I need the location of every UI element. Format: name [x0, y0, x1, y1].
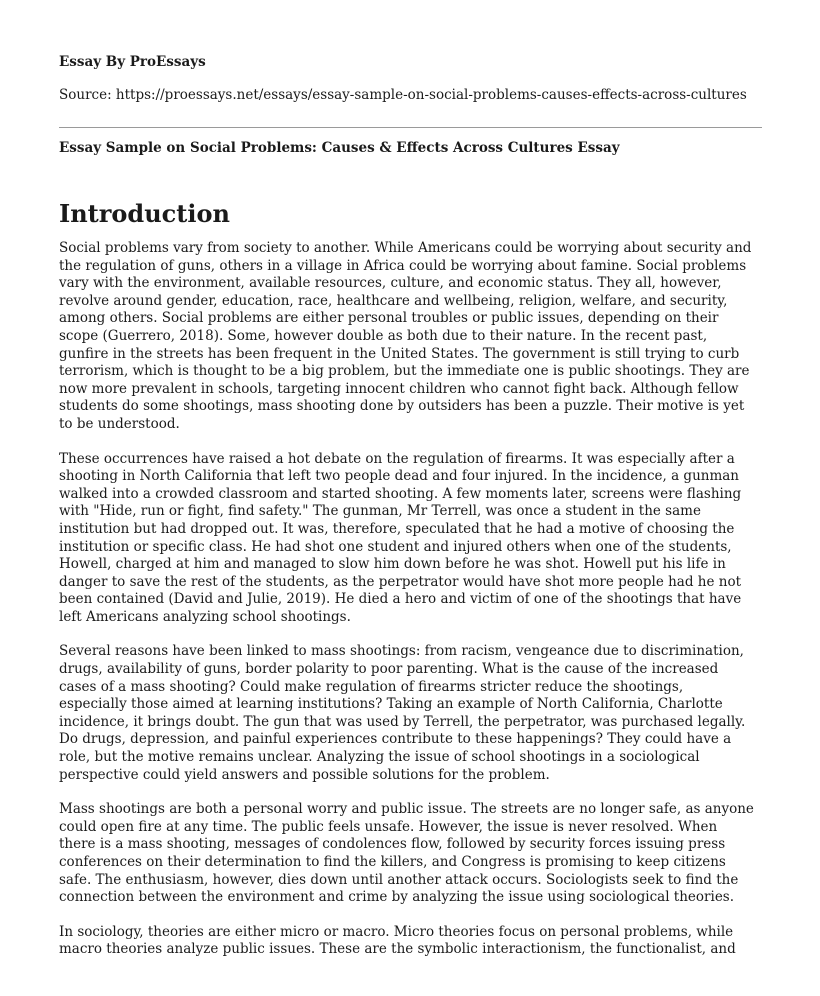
paragraph-line: Howell, charged at him and managed to slow him down before he was shot. Howell put his life in [59, 556, 726, 573]
paragraph-line: Do drugs, depression, and painful experiences contribute to these happenings? They could have a [59, 731, 732, 748]
paragraph-line: Social problems vary from society to another. While Americans could be worrying about security and [59, 240, 752, 256]
paragraph-line: vary with the environment, available resources, culture, and economic status. They all, however, [59, 275, 722, 292]
paragraph-line: macro theories analyze public issues. These are the symbolic interactionism, the functionalist, and [59, 941, 736, 958]
paragraph-line: These occurrences have raised a hot debate on the regulation of firearms. It was especially after a [59, 450, 735, 467]
paragraph-line: among others. Social problems are either personal troubles or public issues, depending on their [59, 310, 719, 327]
paragraph [59, 643, 764, 784]
paragraph-line: drugs, availability of guns, border polarity to poor parenting. What is the cause of the increased [59, 661, 719, 678]
paragraph-line: conferences on their determination to find the killers, and Congress is promising to keep citizens [59, 854, 726, 870]
paragraph [59, 924, 764, 959]
paragraph-line: been contained (David and Julie, 2019). He died a hero and victim of one of the shootings that have [59, 591, 742, 608]
paragraph-line: perspective could yield answers and possible solutions for the problem. [59, 766, 550, 783]
paragraph-line: safe. The enthusiasm, however, dies down until another attack occurs. Sociologists seek to find the [59, 871, 739, 888]
paragraph-line: Several reasons have been linked to mass shootings: from racism, vengeance due to discrimination, [59, 643, 744, 660]
paragraph-line: the regulation of guns, others in a village in Africa could be worrying about famine. Social problems [59, 257, 747, 274]
essay-byline: Essay By ProEssays [59, 54, 206, 70]
paragraph-line: with "Hide, run or fight, find safety." The gunman, Mr Terrell, was once a student in the same [59, 503, 701, 520]
paragraph-line: gunfire in the streets has been frequent in the United States. The government is still trying to curb [59, 345, 740, 362]
paragraph-line: connection between the environment and crime by analyzing the issue using sociological theories. [59, 889, 735, 906]
paragraph-line: incidence, it brings doubt. The gun that was used by Terrell, the perpetrator, was purchased legally. [59, 713, 746, 730]
header-divider [59, 127, 762, 128]
paragraph [59, 801, 764, 907]
paragraph-line: shooting in North California that left two people dead and four injured. In the incidence, a gunman [59, 468, 739, 485]
paragraph-line: could open fire at any time. The public feels unsafe. However, the issue is never resolved. When [59, 818, 718, 835]
paragraph-line: scope (Guerrero, 2018). Some, however double as both due to their nature. In the recent past, [59, 327, 708, 344]
paragraph-line: role, but the motive remains unclear. Analyzing the issue of school shootings in a sociological [59, 749, 700, 766]
paragraph-line: students do some shootings, mass shooting done by outsiders has been a puzzle. Their motive is yet [59, 398, 745, 415]
paragraph-line: to be understood. [59, 415, 180, 432]
paragraph-line: In sociology, theories are either micro or macro. Micro theories focus on personal problems, while [59, 923, 734, 940]
paragraph-line: walked into a crowded classroom and started shooting. A few moments later, screens were flashing [59, 485, 742, 502]
essay-body [59, 240, 764, 976]
paragraph [59, 240, 764, 434]
paragraph-line: now more prevalent in schools, targeting innocent children who cannot fight back. Although fellow [59, 380, 739, 397]
paragraph [59, 451, 764, 627]
paragraph-line: terrorism, which is thought to be a big problem, but the immediate one is public shootings. They are [59, 363, 750, 380]
paragraph-line: institution or specific class. He had shot one student and injured others when one of the students, [59, 538, 732, 555]
essay-source: Source: https://proessays.net/essays/essay-sample-on-social-problems-causes-effects-across-cultures [59, 87, 747, 103]
section-heading: Introduction [59, 199, 230, 228]
paragraph-line: especially those aimed at learning institutions? Taking an example of North California, Charlotte [59, 696, 723, 713]
essay-title: Essay Sample on Social Problems: Causes & Effects Across Cultures Essay [59, 140, 620, 156]
paragraph-line: left Americans analyzing school shootings. [59, 608, 351, 625]
paragraph-line: cases of a mass shooting? Could make regulation of firearms stricter reduce the shootings, [59, 678, 684, 695]
paragraph-line: there is a mass shooting, messages of condolences flow, followed by security forces issuing press [59, 836, 726, 853]
paragraph-line: danger to save the rest of the students, as the perpetrator would have shot more people had he not [59, 573, 742, 590]
paragraph-line: institution but had dropped out. It was, therefore, speculated that he had a motive of choosing the [59, 520, 735, 537]
paragraph-line: Mass shootings are both a personal worry and public issue. The streets are no longer safe, as anyone [59, 801, 754, 818]
paragraph-line: revolve around gender, education, race, healthcare and wellbeing, religion, welfare, and security, [59, 292, 728, 309]
